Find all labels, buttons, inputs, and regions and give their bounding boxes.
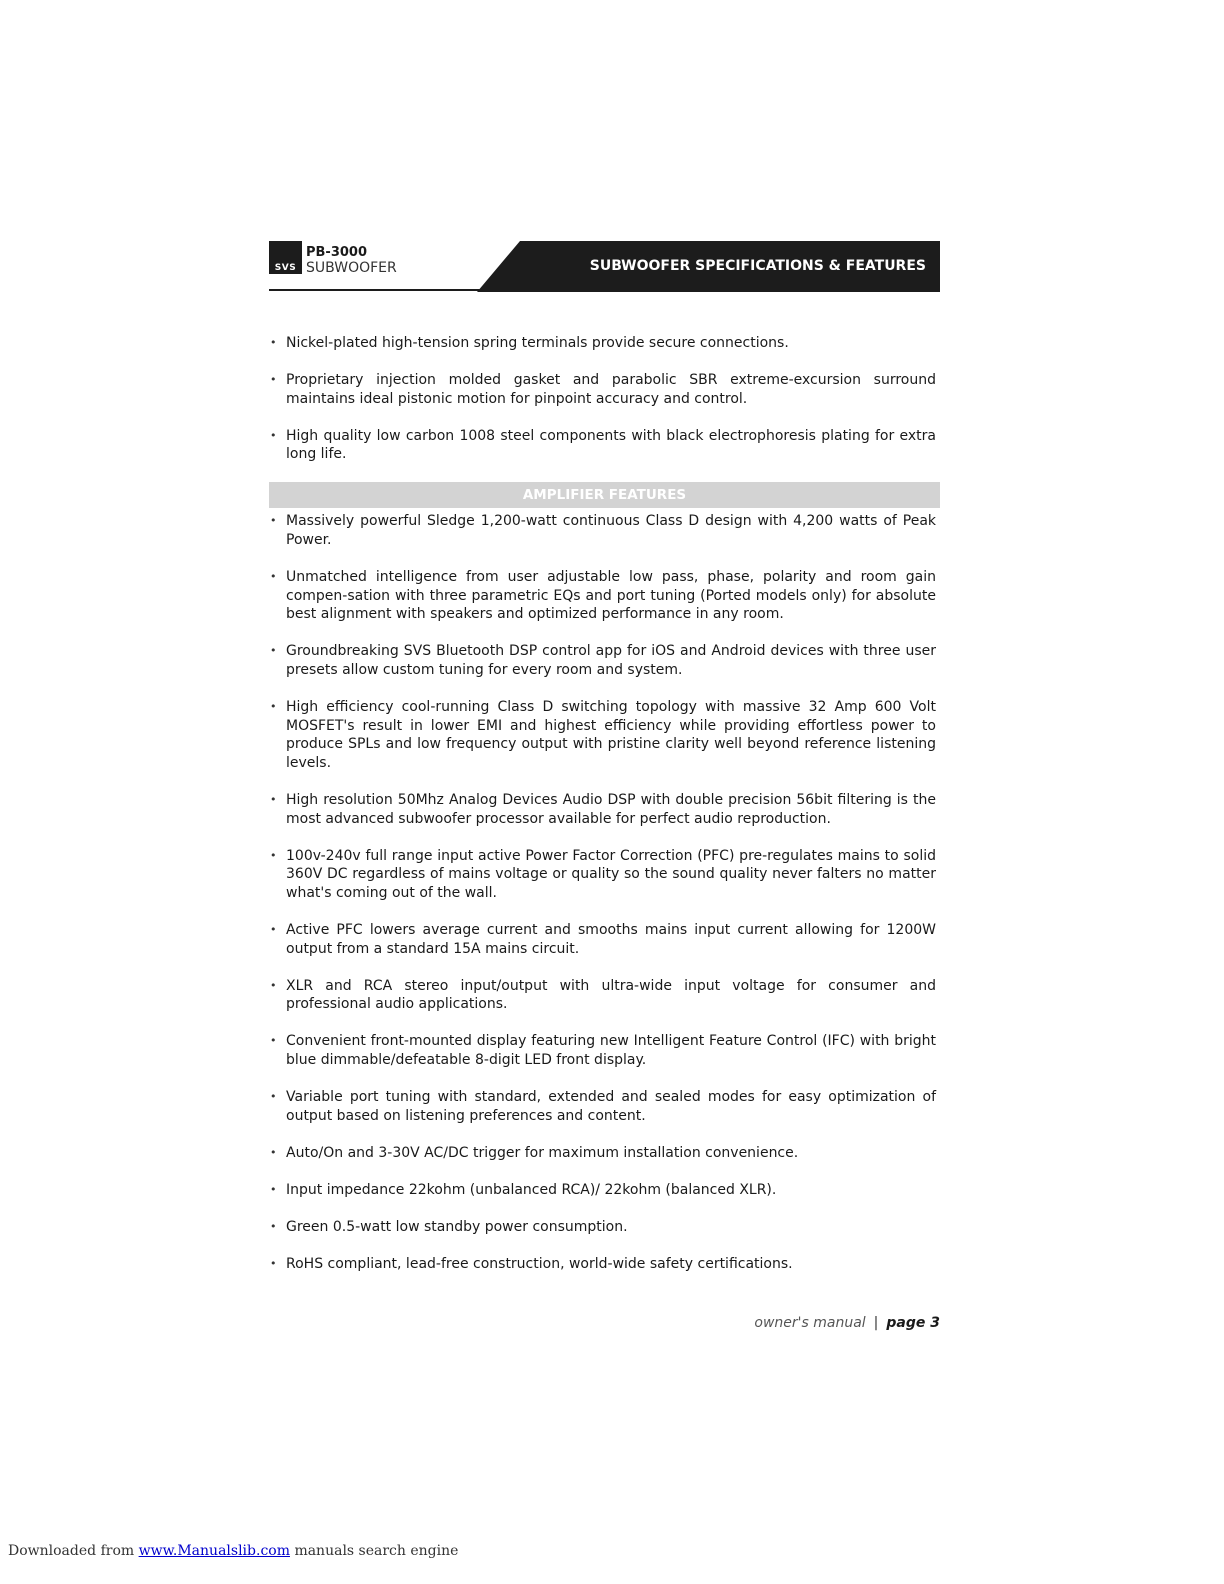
product-name: SUBWOOFER bbox=[306, 260, 397, 276]
svs-logo bbox=[269, 241, 302, 274]
list-item: • Convenient front-mounted display featuring new Intelligent Feature Control (IFC) with bright blue dimmable/defeatable 8-digit LED front display. bbox=[269, 1032, 940, 1069]
list-item: • Unmatched intelligence from user adjustable low pass, phase, polarity and room gain compen-sation with three parametric EQs and port tuning (Ported models only) for absolute best alignment with speakers and optimized performance in any room. bbox=[269, 568, 940, 624]
page-content bbox=[269, 334, 940, 1292]
amplifier-features-list bbox=[269, 512, 940, 1273]
driver-features-list bbox=[269, 334, 940, 464]
list-item: • Massively powerful Sledge 1,200-watt continuous Class D design with 4,200 watts of Peak Power. bbox=[269, 512, 940, 549]
model-name: PB-3000 bbox=[306, 245, 368, 260]
list-item: • High efficiency cool-running Class D switching topology with massive 32 Amp 600 Volt MOSFET's result in lower EMI and highest efficiency while providing effortless power to produce SPLs and low frequency output with pristine clarity well beyond reference listening levels. bbox=[269, 698, 940, 772]
list-item: • High resolution 50Mhz Analog Devices Audio DSP with double precision 56bit filtering is the most advanced subwoofer processor available for perfect audio reproduction. bbox=[269, 791, 940, 828]
amplifier-features-heading: AMPLIFIER FEATURES bbox=[269, 482, 940, 508]
list-item: • Variable port tuning with standard, extended and sealed modes for easy optimization of output based on listening preferences and content. bbox=[269, 1088, 940, 1125]
list-item: • Green 0.5-watt low standby power consumption. bbox=[269, 1218, 940, 1237]
download-prefix: Downloaded from bbox=[8, 1543, 135, 1559]
svs-logo-text: SVS bbox=[274, 263, 297, 273]
page-footer bbox=[754, 1313, 940, 1333]
list-item: • 100v-240v full range input active Power Factor Correction (PFC) pre-regulates mains to solid 360V DC regardless of mains voltage or quality so the sound quality never falters no matter what's coming out of the wall. bbox=[269, 847, 940, 903]
section-title: SUBWOOFER SPECIFICATIONS & FEATURES bbox=[589, 258, 926, 274]
download-suffix: manuals search engine bbox=[294, 1543, 459, 1559]
list-item: • Proprietary injection molded gasket and parabolic SBR extreme-excursion surround maintains ideal pistonic motion for pinpoint accuracy and control. bbox=[269, 371, 940, 408]
list-item: • Active PFC lowers average current and smooths mains input current allowing for 1200W output from a standard 15A mains circuit. bbox=[269, 921, 940, 958]
list-item: • Nickel-plated high-tension spring terminals provide secure connections. bbox=[269, 334, 940, 353]
list-item: • Input impedance 22kohm (unbalanced RCA)/ 22kohm (balanced XLR). bbox=[269, 1181, 940, 1200]
download-attribution bbox=[8, 1541, 458, 1561]
footer-separator: | bbox=[873, 1315, 879, 1331]
list-item: • High quality low carbon 1008 steel components with black electrophoresis plating for extra long life. bbox=[269, 427, 940, 464]
page-number: page 3 bbox=[886, 1315, 940, 1331]
list-item: • Groundbreaking SVS Bluetooth DSP control app for iOS and Android devices with three user presets allow custom tuning for every room and system. bbox=[269, 642, 940, 679]
manualslib-link[interactable]: www.Manualslib.com bbox=[138, 1543, 290, 1559]
list-item: • XLR and RCA stereo input/output with ultra-wide input voltage for consumer and professional audio applications. bbox=[269, 977, 940, 1014]
page-header bbox=[269, 241, 940, 292]
header-banner bbox=[477, 241, 940, 292]
footer-manual-label: owner's manual bbox=[754, 1315, 866, 1331]
list-item: • Auto/On and 3-30V AC/DC trigger for maximum installation convenience. bbox=[269, 1144, 940, 1163]
list-item: • RoHS compliant, lead-free construction, world-wide safety certifications. bbox=[269, 1255, 940, 1274]
